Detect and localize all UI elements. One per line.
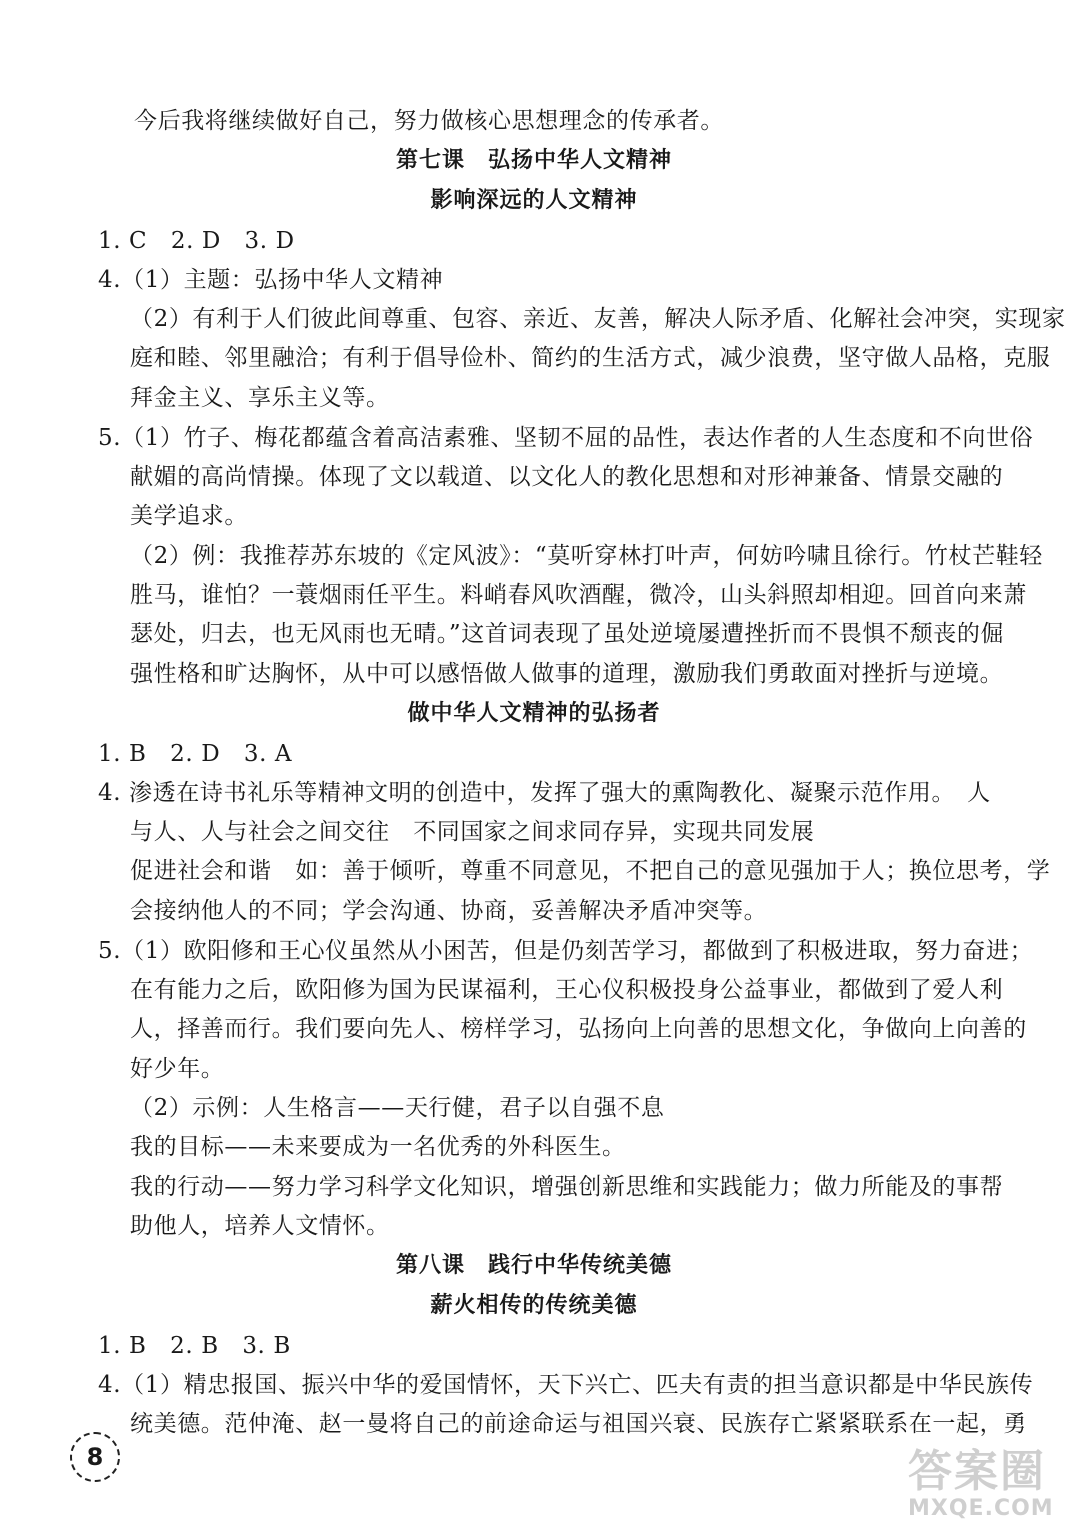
lesson-title: 第七课 弘扬中华人文精神 — [395, 148, 672, 173]
watermark-mark: 答案圈 — [908, 1446, 1046, 1497]
answer-line: 1. B 2. B 3. B — [98, 1333, 291, 1359]
section-title: 薪火相传的传统美德 — [430, 1293, 638, 1318]
answer-line: 在有能力之后，欧阳修为国为民谋福利，王心仪积极投身公益事业，都做到了爱人利 — [130, 977, 1004, 1003]
page-number: 8 — [70, 1432, 120, 1482]
lesson-title: 第八课 践行中华传统美德 — [395, 1253, 672, 1278]
answer-line: 5.（1）欧阳修和王心仪虽然从小困苦，但是仍刻苦学习，都做到了积极进取，努力奋进； — [98, 938, 1034, 964]
answer-line: 会接纳他人的不同；学会沟通、协商，妥善解决矛盾冲突等。 — [130, 898, 768, 924]
answer-line: （2）例：我推荐苏东坡的《定风波》：“莫听穿林打叶声，何妨吟啸且徐行。竹杖芒鞋轻 — [130, 543, 1043, 569]
answer-line: 献媚的高尚情操。体现了文以载道、以文化人的教化思想和对形神兼备、情景交融的 — [130, 464, 1004, 490]
answer-line: 胜马，谁怕？一蓑烟雨任平生。料峭春风吹酒醒，微冷，山头斜照却相迎。回首向来萧 — [130, 582, 1027, 608]
answer-line: 5.（1）竹子、梅花都蕴含着高洁素雅、坚韧不屈的品性，表达作者的人生态度和不向世俗 — [98, 425, 1034, 451]
answer-line: 助他人，培养人文情怀。 — [130, 1213, 390, 1239]
answer-line: 1. C 2. D 3. D — [98, 228, 295, 254]
section-title: 做中华人文精神的弘扬者 — [407, 701, 661, 726]
answer-line: 好少年。 — [130, 1056, 225, 1082]
answer-line: 人，择善而行。我们要向先人、榜样学习，弘扬向上向善的思想文化，争做向上向善的 — [130, 1016, 1027, 1042]
answer-line: 与人、人与社会之间交往 不同国家之间求同存异，实现共同发展 — [130, 819, 815, 845]
answer-line: 庭和睦、邻里融洽；有利于倡导俭朴、简约的生活方式，减少浪费，坚守做人品格，克服 — [130, 345, 1051, 371]
answer-line: 强性格和旷达胸怀，从中可以感悟做人做事的道理，激励我们勇敢面对挫折与逆境。 — [130, 661, 1004, 687]
answer-line: 统美德。范仲淹、赵一曼将自己的前途命运与祖国兴衰、民族存亡紧紧联系在一起，勇 — [130, 1411, 1027, 1437]
text-line: 今后我将继续做好自己，努力做核心思想理念的传承者。 — [134, 108, 724, 134]
answer-line: 美学追求。 — [130, 503, 248, 529]
section-title: 影响深远的人文精神 — [430, 188, 638, 213]
answer-line: （2）示例：人生格言——天行健，君子以自强不息 — [130, 1095, 665, 1121]
watermark-site: MXQE.COM — [908, 1496, 1054, 1521]
watermark-logo — [908, 1446, 1054, 1532]
answer-line: 4.（1）精忠报国、振兴中华的爱国情怀，天下兴亡、匹夫有责的担当意识都是中华民族传 — [98, 1372, 1034, 1398]
answer-line: 促进社会和谐 如：善于倾听，尊重不同意见，不把自己的意见强加于人；换位思考，学 — [130, 858, 1051, 884]
answer-line: 我的行动——努力学习科学文化知识，增强创新思维和实践能力；做力所能及的事帮 — [130, 1174, 1004, 1200]
answer-line: 4. 渗透在诗书礼乐等精神文明的创造中，发挥了强大的熏陶教化、凝聚示范作用。 人 — [98, 780, 991, 806]
answer-line: 4.（1）主题：弘扬中华人文精神 — [98, 267, 444, 293]
answer-line: （2）有利于人们彼此间尊重、包容、亲近、友善，解决人际矛盾、化解社会冲突，实现家 — [130, 306, 1066, 332]
answer-line: 拜金主义、享乐主义等。 — [130, 385, 390, 411]
answer-line: 我的目标——未来要成为一名优秀的外科医生。 — [130, 1134, 626, 1160]
answer-line: 1. B 2. D 3. A — [98, 741, 293, 767]
answer-line: 瑟处，归去，也无风雨也无晴。”这首词表现了虽处逆境屡遭挫折而不畏惧不颓丧的倔 — [130, 621, 1005, 647]
